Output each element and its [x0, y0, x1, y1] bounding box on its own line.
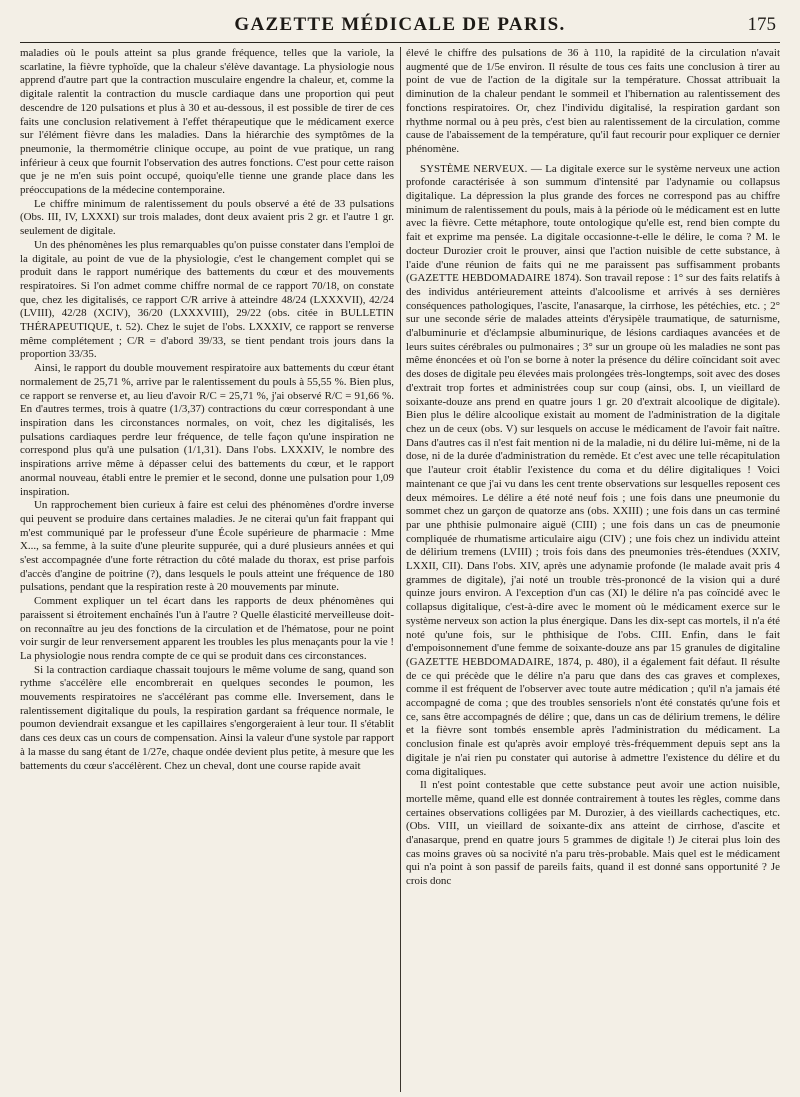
section-nervous-system: SYSTÈME NERVEUX. — La digitale exerce sur le système nerveux une action profonde caractérisée à son summum d'intensité par l'adynamie ou collapsus digitalique. La dépression la plus grande des forces ne correspond pas au chiffre minimum de ralentissement du pouls, mais à la période où le médicament est en lutte avec la fièvre. Cette métaphore, toute ontologique qu'elle est, rend bien compte du fait et exprime ma pensée. La digitale occasionne-t-elle le délire, le coma ? M. le docteur Durozier croit le prouver, ainsi que l'action nuisible de cette substance, à l'aide d'une réunion de faits qui ne me paraissent pas suffisamment probants (GAZETTE HEBDOMADAIRE 1874). Son travail repose : 1° sur des faits relatifs à des individus antérieurement atteints d'alcoolisme et arrivés à ses dernières conséquences pathologiques, l'ascite, l'anasarque, la cirrhose, les pétéchies, etc. ; 2° sur une seconde série de malades atteints d'érysipèle traumatique, de saturnisme, d'albuminurie et d'éclampsie albuminurique, de lésions cardiaques avancées et de leurs suites cérébrales ou pulmonaires ; 3° sur un groupe où les maladies ne sont pas même énoncées et où l'on se borne à noter la présence du délire coïncidant soit avec des doses de digitale peu élevées mais prolongées très-longtemps, soit avec des doses d'extrait trop fortes et administrées coup sur coup (ainsi, obs. I, un vieillard de soixante-douze ans prend en quatre jours 1 gr. 20 d'extrait alcoolique de digitale). Bien plus le délire alcoolique existait au moment de l'administration de la digitale chez un de ceux (obs. V) sur lesquels on accuse le médicament de l'avoir fait naître. Dans d'autres cas il n'est fait mention ni de la maladie, ni du délire lui-même, ni de la dose, ni de la durée d'administration du remède. Et c'est avec une telle récapitulation que l'auteur croit établir l'existence du coma et du délire digitaliques ! Voici maintenant ce que j'ai vu dans les cent trente observations sur lesquelles reposent ces deux mémoires. Le délire a été noté neuf fois ; une fois dans une pneumonie du sommet chez un garçon de quatorze ans (obs. XXIII) ; une fois dans un cas terminé par une phthisie pulmonaire aiguë (CIII) ; une fois dans un cas de pneumonie compliquée de rhumatisme articulaire aigu (CIV) ; une fois chez un individu atteint de délirium tremens (LVIII) ; trois fois dans des pneumonies très-étendues (XXIV, LXXII, CII). Dans l'obs. XIV, après une adynamie profonde (le malade avait pris 4 grammes de digitale), j'ai noté un trouble très-prononcé de la vision qui a duré quinze jours environ. A l'exception d'un cas (XI) le délire n'a pas coïncidé avec le collapsus digitalique, c'est-à-dire avec le moment où le médicament exerce sur le système nerveux son action la plus énergique. Dans les dix-sept cas mortels, il n'a été noté qu'une fois, sur le phthisique de l'obs. CIII. Enfin, dans le fait d'empoisonnement d'une femme de soixante-douze ans par 15 granules de digitaline (GAZETTE HEBDOMADAIRE, 1874, p. 480), il a également fait défaut. Il résulte de ce qui précède que le délire n'a paru que dans des cas graves et complexes, comme il est fréquent de l'observer avec toute autre médication ; qu'il n'a jamais été accompagné de coma ; que des troubles sensoriels n'ont été constatés qu'une fois et ce, sans être accompagnés de délire ; que, dans un cas de délirium tremens, le délire et la fièvre sont tombés ensemble après l'administration du médicament. La conclusion finale est qu'après avoir employé très-fréquemment depuis sept ans la digitale je n'ai rien pu constater qui autorise à admettre l'existence du délire et du coma digitaliques. — [406, 162, 780, 778]
running-title: GAZETTE MÉDICALE DE PARIS. — [234, 14, 566, 35]
paragraph: Le chiffre minimum de ralentissement du pouls observé a été de 33 pulsations (Obs. III, IV, LXXXI) sur trois malades, dont deux avaient pris 2 gr. et l'autre 1 gr. seulement de digitale. — [20, 197, 394, 238]
paragraph: Un rapprochement bien curieux à faire est celui des phénomènes d'ordre inverse qui peuvent se produire dans certaines maladies. Je ne citerai qu'un fait frappant qui m'est communiqué par le professeur d'une École supérieure de pharmacie : Mme X..., sa femme, à la suite d'une pleurite suppurée, qui a duré plusieurs années et qui s'est accompagnée d'une forte rétraction du côté malade du thorax, est prise parfois d'accès d'angine de poitrine (?), dans lesquels le pouls atteint une fréquence de 180 pulsations, pendant que la respiration reste à 20 mouvements par minute. — [20, 499, 394, 594]
page-number: 175 — [747, 14, 776, 35]
page-header — [20, 12, 780, 43]
paragraph: Si la contraction cardiaque chassait toujours le même volume de sang, quand son rythme s'accélère elle encombrerait en quelques secondes le poumon, les mouvements respiratoires ne s'accélérant pas comme elle. Inversement, dans le ralentissement digitalique du pouls, la respiration gardant sa fréquence normale, le poumon deviendrait exsangue et les capillaires s'engorgeraient à leur tour. Il s'établit dans ces deux cas un cours de compensation. Ainsi la valeur d'une systole par rapport à la masse du sang étant de 1/27e, chaque ondée devient plus petite, à mesure que les battements du cœur s'accélèrent. Chez un cheval, dont une course rapide avait — [20, 663, 394, 772]
paragraph: maladies où le pouls atteint sa plus grande fréquence, telles que la variole, la scarlatine, la fièvre typhoïde, que la chaleur s'élève davantage. La physiologie nous apprend d'autre part que la contraction musculaire engendre la chaleur, et, comme la digitale ralentit la contraction du muscle cardiaque dans une proportion qui peut descendre de 120 pulsations et plus à 30 et au-dessous, il est possible de tirer de ces faits une conclusion relativement à l'effet thérapeutique que le médicament exerce sur l'élément fièvre dans les maladies. Dans la hiérarchie des symptômes de la pneumonie, la thermométrie clinique occupe, au point de vue pratique, un rang inférieur à ceux que fournit l'observation des autres fonctions. C'est pour cette raison que je ne m'en suis point occupé, quoiqu'elle tienne une grande place dans les préoccupations de la médecine contemporaine. — [20, 47, 394, 197]
paragraph: Comment expliquer un tel écart dans les rapports de deux phénomènes qui paraissent si étroitement enchaînés l'un à l'autre ? Quelle élasticité merveilleuse doit-on reconnaître au jeu des fonctions de la circulation et de l'hématose, pour ne point voir surgir de leur renversement apparent les troubles les plus menaçants pour la vie ! La physiologie nous rendra compte de ce qui se produit dans ces circonstances. — [20, 595, 394, 662]
paragraph: Un des phénomènes les plus remarquables qu'on puisse constater dans l'emploi de la digitale, au point de vue de la physiologie, c'est le changement complet qui se produit dans le rapport numérique des battements du cœur et des mouvements respiratoires. Si l'on admet comme chiffre normal de ce rapport 70/18, on constate que, chez les digitalisés, ce rapport C/R arrive à atteindre 48/24 (LXXXVII), 42/24 (LVIII), 42/28 (XCIV), 36/20 (LXXXVIII), 29/22 (obs. citée in BULLETIN THÉRAPEUTIQUE, t. 52). Chez le sujet de l'obs. LXXXIV, ce rapport se renverse même complétement ; C/R = d'abord 39/33, se tient pendant trois jours dans la proportion 33/35. — [20, 238, 394, 361]
paragraph: Ainsi, le rapport du double mouvement respiratoire aux battements du cœur étant normalement de 25,71 %, arrive par le ralentissement du pouls à 55,55 %. Bien plus, ce rapport se renverse et, au lieu d'avoir R/C = 25,71 %, j'ai observé R/C = 91,66 %. En d'autres termes, trois à quatre (1/3,37) contractions du cœur correspondant à une inspiration dans les circonstances normales, on voit, chez les digitalisés, les pulsations cardiaques perdre leur fréquence, de telle façon qu'une inspiration ne correspond plus qu'à une pulsation (1/1,31). Dans l'obs. LXXXIV, le nombre des inspirations arrive même à dépasser celui des battements du cœur, et le rapport anormal nouveau, établi entre le premier et le second, donne une pulsation pour 1,09 inspiration. — [20, 362, 394, 498]
text-columns — [20, 47, 780, 1092]
paragraph: Il n'est point contestable que cette substance peut avoir une action nuisible, mortelle même, quand elle est donnée contrairement à toutes les règles, comme dans certaines observations colligées par M. Durozier, à des vieillards cachectiques, etc. (Obs. VIII, un vieillard de soixante-dix ans atteint de cirrhose, d'ascite et d'anasarque, prend en quatre jours 5 grammes de digitale !) Je citerai plus loin des cas moins graves où sa nocivité n'a paru très-probable. Mais quel est le médicament qui n'a point à son passif de pareils faits, quand il est donné sans opportunité ? Je crois donc — [406, 779, 780, 888]
left-column — [20, 47, 394, 1092]
column-rule — [400, 47, 401, 1092]
right-column — [406, 47, 780, 1092]
paragraph: élevé le chiffre des pulsations de 36 à 110, la rapidité de la circulation n'avait augmenté que de 1/5e environ. Il résulte de tous ces faits une conclusion à tirer au point de vue de l'action de la digitale sur la température. Chossat attribuait la diminution de la chaleur pendant le sommeil et l'hibernation au ralentissement des fonctions respiratoires. Or, chez l'individu digitalisé, la respiration gardant son rhythme normal ou à peu près, c'est bien au ralentissement de la circulation, comme cause de l'abaissement de la température, qu'il faut recourir pour expliquer ce dernier phénomène. — [406, 47, 780, 155]
